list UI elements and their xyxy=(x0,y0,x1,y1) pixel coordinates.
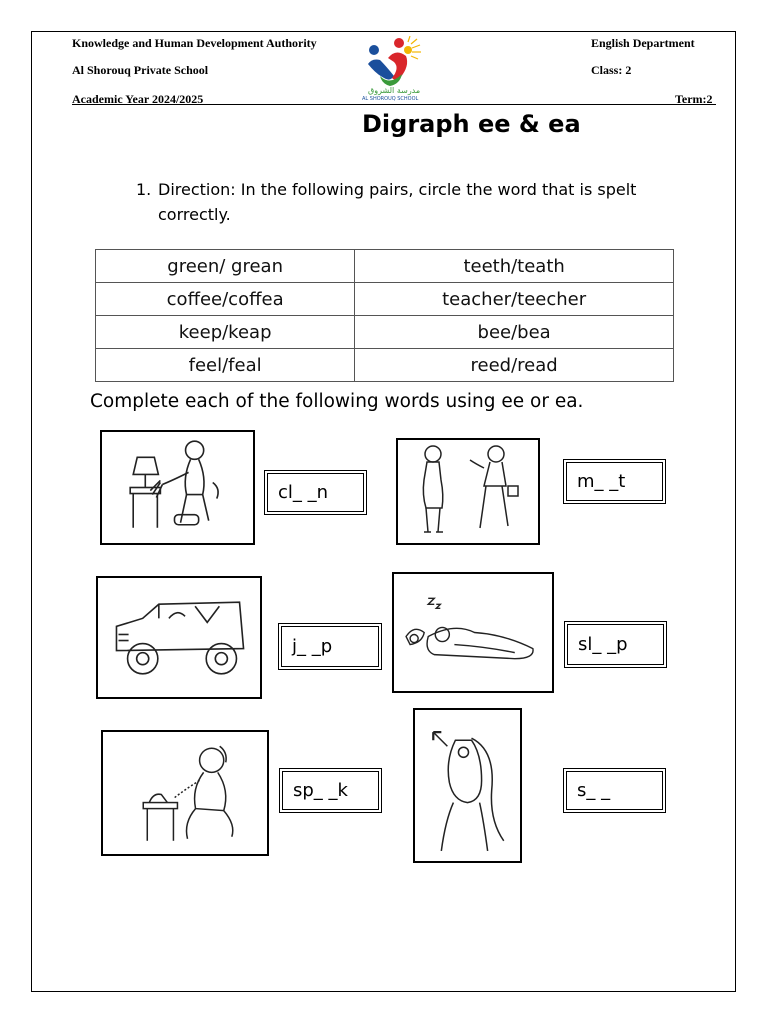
direction-text: Direction: In the following pairs, circle the word that is spelt correctly. xyxy=(158,180,637,224)
school-logo xyxy=(360,36,426,104)
exercise1-direction xyxy=(136,177,656,227)
cleaning-person-icon xyxy=(102,432,253,543)
word-prompt: m_ _t xyxy=(566,462,663,501)
sleeping-person-icon xyxy=(394,574,552,691)
phone-picture xyxy=(101,730,269,856)
table-cell[interactable]: feel/feal xyxy=(96,349,355,382)
word-box-see[interactable] xyxy=(563,768,666,813)
word-prompt: cl_ _n xyxy=(267,473,364,512)
term-label: Term:2 xyxy=(675,92,713,106)
word-prompt: sp_ _k xyxy=(282,771,379,810)
table-row xyxy=(96,316,674,349)
word-prompt: j_ _p xyxy=(281,626,379,667)
word-prompt: s_ _ xyxy=(566,771,663,810)
word-box-sleep[interactable] xyxy=(564,621,667,668)
table-cell[interactable]: green/ grean xyxy=(96,250,355,283)
table-row xyxy=(96,349,674,382)
table-cell[interactable]: keep/keap xyxy=(96,316,355,349)
authority-name: Knowledge and Human Development Authority xyxy=(72,36,317,50)
jeep-picture xyxy=(96,576,262,699)
worksheet-title: Digraph ee & ea xyxy=(362,110,581,138)
table-cell[interactable]: reed/read xyxy=(355,349,674,382)
two-women-meeting-icon xyxy=(398,440,538,543)
word-prompt: sl_ _p xyxy=(567,624,664,665)
word-box-jeep[interactable] xyxy=(278,623,382,670)
academic-year: Academic Year 2024/2025 xyxy=(72,92,204,106)
table-cell[interactable]: teeth/teath xyxy=(355,250,674,283)
word-box-clean[interactable] xyxy=(264,470,367,515)
table-cell[interactable]: bee/bea xyxy=(355,316,674,349)
table-cell[interactable]: coffee/coffea xyxy=(96,283,355,316)
exercise2-instruction: Complete each of the following words using ee or ea. xyxy=(90,391,584,412)
word-box-meet[interactable] xyxy=(563,459,666,504)
word-box-speak[interactable] xyxy=(279,768,382,813)
school-name: Al Shorouq Private School xyxy=(72,63,209,77)
cleaning-picture xyxy=(100,430,255,545)
sleeping-picture xyxy=(392,572,554,693)
logo-english-text: AL SHOROUQ SCHOOL xyxy=(362,96,419,102)
table-row xyxy=(96,283,674,316)
girl-looking-up-icon xyxy=(415,710,520,861)
header-underline xyxy=(72,104,716,105)
word-pairs-table xyxy=(95,249,674,382)
class-label: Class: 2 xyxy=(591,63,632,77)
table-cell[interactable]: teacher/teecher xyxy=(355,283,674,316)
logo-arabic-text: مدرسة الشروق xyxy=(368,86,421,95)
department-name: English Department xyxy=(591,36,695,50)
table-row xyxy=(96,250,674,283)
person-on-phone-icon xyxy=(103,732,267,854)
seeing-picture xyxy=(413,708,522,863)
jeep-icon xyxy=(98,578,260,697)
meeting-picture xyxy=(396,438,540,545)
exercise-number: 1. xyxy=(136,180,152,199)
